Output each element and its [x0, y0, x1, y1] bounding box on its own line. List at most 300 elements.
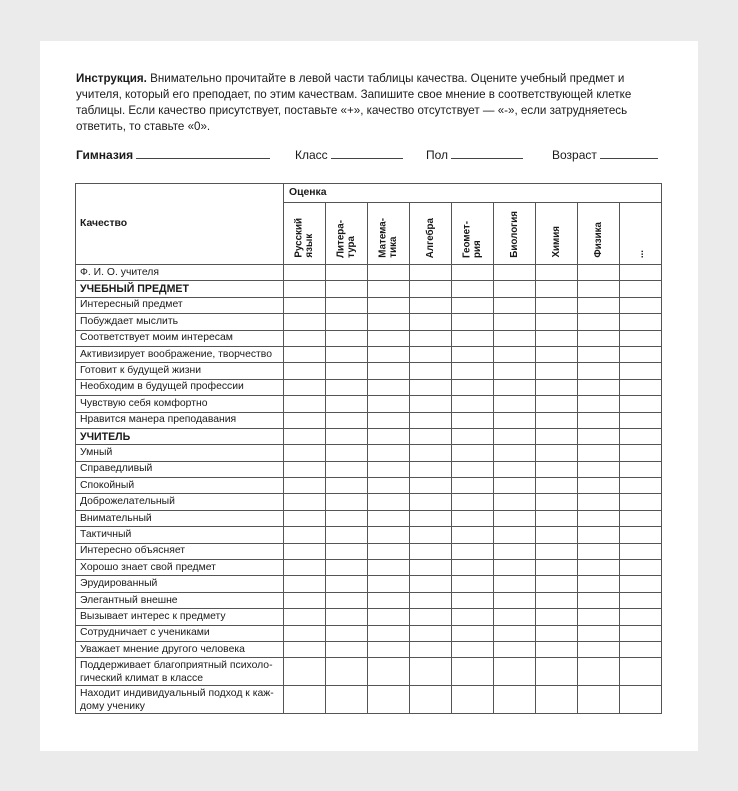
rating-cell[interactable]	[494, 379, 536, 395]
teacher-name-row	[76, 265, 662, 281]
rating-cell[interactable]	[494, 609, 536, 625]
rating-cell[interactable]	[620, 461, 662, 477]
gender-field[interactable]	[426, 146, 523, 162]
rating-cell[interactable]	[326, 543, 368, 559]
rating-cell[interactable]	[368, 330, 410, 346]
class-blank[interactable]	[331, 146, 403, 159]
rating-cell[interactable]	[410, 412, 452, 428]
rating-cell[interactable]	[368, 658, 410, 686]
subject-label: Химия	[550, 226, 562, 258]
rating-cell[interactable]	[536, 494, 578, 510]
rating-cell[interactable]	[284, 609, 326, 625]
subject-header-2	[368, 203, 410, 265]
teacher-quality-row-label: Доброжелательный	[76, 494, 284, 510]
rating-cell[interactable]	[578, 686, 620, 714]
subject-label: ...	[634, 249, 646, 258]
teacher-quality-row-tall	[76, 686, 662, 714]
rating-cell[interactable]	[536, 445, 578, 461]
rating-cell[interactable]	[326, 396, 368, 412]
subject-header-5	[494, 203, 536, 265]
rating-cell[interactable]	[452, 461, 494, 477]
rating-cell[interactable]	[578, 314, 620, 330]
subject-quality-row-label: Соответствует моим интересам	[76, 330, 284, 346]
rating-cell[interactable]	[578, 330, 620, 346]
rating-cell[interactable]	[410, 379, 452, 395]
rating-cell[interactable]	[578, 641, 620, 657]
subject-quality-row-label: Готовит к будущей жизни	[76, 363, 284, 379]
gender-label: Пол	[426, 148, 449, 162]
rating-cell[interactable]	[284, 478, 326, 494]
teacher-quality-row-label: Справедливый	[76, 461, 284, 477]
subject-quality-row-label: Побуждает мыслить	[76, 314, 284, 330]
rating-cell[interactable]	[410, 592, 452, 608]
rating-cell[interactable]	[326, 297, 368, 313]
rating-cell[interactable]	[578, 527, 620, 543]
teacher-quality-row-label: Хорошо знает свой предмет	[76, 560, 284, 576]
rating-cell[interactable]	[452, 478, 494, 494]
rating-cell[interactable]	[368, 346, 410, 362]
rating-cell[interactable]	[620, 412, 662, 428]
rating-cell[interactable]	[620, 625, 662, 641]
rating-cell[interactable]	[536, 609, 578, 625]
rating-cell[interactable]	[578, 478, 620, 494]
rating-cell[interactable]	[410, 265, 452, 281]
rating-cell[interactable]	[536, 412, 578, 428]
subject-quality-row-label: Необходим в будущей профессии	[76, 379, 284, 395]
subject-header-6	[536, 203, 578, 265]
rating-cell[interactable]	[536, 330, 578, 346]
subject-label: Алгебра	[424, 217, 436, 258]
rating-cell[interactable]	[452, 396, 494, 412]
rating-cell[interactable]	[284, 445, 326, 461]
rating-cell[interactable]	[452, 346, 494, 362]
rating-cell[interactable]	[452, 314, 494, 330]
teacher-name-row-label: Ф. И. О. учителя	[76, 265, 284, 281]
rating-cell[interactable]	[494, 543, 536, 559]
rating-cell[interactable]	[410, 281, 452, 297]
rating-cell[interactable]	[452, 494, 494, 510]
subject-quality-row-label: Нравится манера преподавания	[76, 412, 284, 428]
rating-cell[interactable]	[452, 330, 494, 346]
rating-cell[interactable]	[284, 658, 326, 686]
rating-cell[interactable]	[536, 576, 578, 592]
rating-cell[interactable]	[620, 641, 662, 657]
rating-cell[interactable]	[620, 363, 662, 379]
rating-cell[interactable]	[326, 445, 368, 461]
rating-cell[interactable]	[284, 297, 326, 313]
table-header-row	[76, 184, 662, 203]
rating-cell[interactable]	[578, 412, 620, 428]
rating-cell[interactable]	[620, 314, 662, 330]
teacher-quality-row-tall-label: Находит индивидуальный подход к каж- дому ученику	[76, 686, 284, 714]
teacher-quality-row-label: Умный	[76, 445, 284, 461]
rating-cell[interactable]	[410, 625, 452, 641]
rating-cell[interactable]	[536, 346, 578, 362]
rating-cell[interactable]	[368, 363, 410, 379]
rating-cell[interactable]	[284, 461, 326, 477]
teacher-quality-row	[76, 478, 662, 494]
rating-cell[interactable]	[620, 346, 662, 362]
rating-cell[interactable]	[494, 494, 536, 510]
rating-cell[interactable]	[284, 510, 326, 526]
rating-cell[interactable]	[410, 576, 452, 592]
rating-cell[interactable]	[326, 560, 368, 576]
rating-cell[interactable]	[410, 396, 452, 412]
rating-cell[interactable]	[536, 527, 578, 543]
rating-cell[interactable]	[536, 314, 578, 330]
rating-cell[interactable]	[452, 510, 494, 526]
rating-cell[interactable]	[452, 592, 494, 608]
rating-cell[interactable]	[578, 658, 620, 686]
rating-cell[interactable]	[494, 510, 536, 526]
rating-cell[interactable]	[620, 478, 662, 494]
teacher-quality-row-label: Интересно объясняет	[76, 543, 284, 559]
rating-cell[interactable]	[620, 281, 662, 297]
rating-cell[interactable]	[452, 686, 494, 714]
rating-cell[interactable]	[326, 265, 368, 281]
rating-cell[interactable]	[368, 265, 410, 281]
subject-quality-row	[76, 297, 662, 313]
rating-cell[interactable]	[536, 265, 578, 281]
rating-cell[interactable]	[368, 686, 410, 714]
rating-cell[interactable]	[536, 592, 578, 608]
subject-quality-row-label: Чувствую себя комфортно	[76, 396, 284, 412]
rating-cell[interactable]	[452, 428, 494, 444]
rating-cell[interactable]	[326, 281, 368, 297]
teacher-quality-row-label: Спокойный	[76, 478, 284, 494]
rating-cell[interactable]	[326, 494, 368, 510]
rating-cell[interactable]	[368, 543, 410, 559]
rating-cell[interactable]	[410, 297, 452, 313]
rating-cell[interactable]	[368, 641, 410, 657]
rating-cell[interactable]	[536, 543, 578, 559]
rating-cell[interactable]	[578, 461, 620, 477]
subject-quality-row	[76, 396, 662, 412]
teacher-quality-row	[76, 641, 662, 657]
rating-cell[interactable]	[578, 625, 620, 641]
subject-label: Матема- тика	[377, 218, 399, 258]
rating-cell[interactable]	[410, 641, 452, 657]
rating-cell[interactable]	[620, 445, 662, 461]
subject-header-7	[578, 203, 620, 265]
rating-cell[interactable]	[368, 494, 410, 510]
rating-cell[interactable]	[368, 314, 410, 330]
rating-cell[interactable]	[578, 428, 620, 444]
rating-cell[interactable]	[494, 297, 536, 313]
section-subject-row	[76, 281, 662, 297]
rating-cell[interactable]	[284, 396, 326, 412]
rating-cell[interactable]	[452, 543, 494, 559]
rating-cell[interactable]	[452, 560, 494, 576]
rating-cell[interactable]	[410, 314, 452, 330]
rating-cell[interactable]	[452, 445, 494, 461]
rating-cell[interactable]	[410, 510, 452, 526]
rating-cell[interactable]	[410, 527, 452, 543]
rating-cell[interactable]	[410, 445, 452, 461]
rating-cell[interactable]	[578, 346, 620, 362]
rating-cell[interactable]	[578, 297, 620, 313]
rating-cell[interactable]	[536, 510, 578, 526]
gymnasium-blank[interactable]	[136, 146, 270, 159]
rating-cell[interactable]	[578, 396, 620, 412]
rating-cell[interactable]	[494, 625, 536, 641]
rating-cell[interactable]	[620, 576, 662, 592]
teacher-quality-row-tall-label: Поддерживает благоприятный психоло- гический климат в классе	[76, 658, 284, 686]
rating-cell[interactable]	[284, 494, 326, 510]
rating-cell[interactable]	[368, 396, 410, 412]
rating-cell[interactable]	[368, 445, 410, 461]
rating-cell[interactable]	[536, 396, 578, 412]
rating-cell[interactable]	[326, 510, 368, 526]
age-label: Возраст	[552, 148, 597, 162]
rating-cell[interactable]	[536, 428, 578, 444]
rating-cell[interactable]	[452, 641, 494, 657]
teacher-quality-row	[76, 543, 662, 559]
rating-cell[interactable]	[410, 330, 452, 346]
rating-cell[interactable]	[578, 445, 620, 461]
rating-cell[interactable]	[536, 363, 578, 379]
rating-cell[interactable]	[284, 592, 326, 608]
rating-cell[interactable]	[536, 658, 578, 686]
rating-cell[interactable]	[452, 379, 494, 395]
rating-cell[interactable]	[578, 609, 620, 625]
rating-cell[interactable]	[410, 609, 452, 625]
rating-cell[interactable]	[536, 478, 578, 494]
rating-cell[interactable]	[536, 641, 578, 657]
rating-cell[interactable]	[620, 510, 662, 526]
rating-cell[interactable]	[326, 527, 368, 543]
rating-cell[interactable]	[578, 363, 620, 379]
rating-cell[interactable]	[410, 494, 452, 510]
rating-cell[interactable]	[578, 560, 620, 576]
rating-cell[interactable]	[284, 527, 326, 543]
rating-cell[interactable]	[368, 461, 410, 477]
subject-label: Литера- тура	[335, 220, 357, 258]
rating-cell[interactable]	[410, 363, 452, 379]
rating-cell[interactable]	[452, 609, 494, 625]
section-subject-row-label: УЧЕБНЫЙ ПРЕДМЕТ	[76, 281, 284, 297]
rating-cell[interactable]	[326, 314, 368, 330]
rating-cell[interactable]	[536, 379, 578, 395]
rating-cell[interactable]	[368, 576, 410, 592]
rating-cell[interactable]	[494, 478, 536, 494]
rating-cell[interactable]	[578, 265, 620, 281]
rating-cell[interactable]	[536, 281, 578, 297]
subject-label: Геомет- рия	[461, 221, 483, 258]
rating-cell[interactable]	[284, 428, 326, 444]
rating-cell[interactable]	[368, 592, 410, 608]
rating-cell[interactable]	[494, 576, 536, 592]
section-teacher-row-label: УЧИТЕЛЬ	[76, 428, 284, 444]
rating-cell[interactable]	[494, 641, 536, 657]
rating-cell[interactable]	[452, 363, 494, 379]
rating-cell[interactable]	[536, 686, 578, 714]
rating-cell[interactable]	[326, 641, 368, 657]
rating-cell[interactable]	[494, 363, 536, 379]
section-teacher-row	[76, 428, 662, 444]
class-field[interactable]	[295, 146, 403, 162]
rating-cell[interactable]	[368, 412, 410, 428]
rating-cell[interactable]	[494, 281, 536, 297]
rating-cell[interactable]	[368, 625, 410, 641]
subject-header-3	[410, 203, 452, 265]
rating-cell[interactable]	[452, 658, 494, 686]
teacher-quality-row	[76, 625, 662, 641]
class-label: Класс	[295, 148, 328, 162]
rating-cell[interactable]	[284, 330, 326, 346]
subject-quality-row	[76, 379, 662, 395]
rating-cell[interactable]	[578, 510, 620, 526]
teacher-quality-row	[76, 592, 662, 608]
rating-cell[interactable]	[452, 281, 494, 297]
rating-cell[interactable]	[494, 396, 536, 412]
gender-blank[interactable]	[451, 146, 523, 159]
rating-cell[interactable]	[536, 297, 578, 313]
rating-cell[interactable]	[620, 428, 662, 444]
teacher-quality-row	[76, 609, 662, 625]
teacher-quality-row-label: Уважает мнение другого человека	[76, 641, 284, 657]
rating-cell[interactable]	[620, 560, 662, 576]
rating-cell[interactable]	[494, 330, 536, 346]
rating-cell[interactable]	[368, 510, 410, 526]
subject-quality-row	[76, 346, 662, 362]
rating-cell[interactable]	[326, 346, 368, 362]
rating-cell[interactable]	[326, 363, 368, 379]
rating-cell[interactable]	[284, 281, 326, 297]
rating-cell[interactable]	[368, 379, 410, 395]
rating-cell[interactable]	[284, 576, 326, 592]
subject-quality-row-label: Активизирует воображение, творчество	[76, 346, 284, 362]
rating-cell[interactable]	[578, 576, 620, 592]
rating-cell[interactable]	[620, 330, 662, 346]
rating-cell[interactable]	[578, 543, 620, 559]
rating-cell[interactable]	[452, 527, 494, 543]
rating-cell[interactable]	[368, 281, 410, 297]
rating-cell[interactable]	[326, 658, 368, 686]
rating-cell[interactable]	[326, 592, 368, 608]
teacher-quality-row-label: Эрудированный	[76, 576, 284, 592]
rating-cell[interactable]	[284, 560, 326, 576]
rating-cell[interactable]	[494, 265, 536, 281]
rating-cell[interactable]	[536, 560, 578, 576]
age-blank[interactable]	[600, 146, 658, 159]
rating-cell[interactable]	[410, 428, 452, 444]
rating-cell[interactable]	[578, 379, 620, 395]
rating-cell[interactable]	[620, 527, 662, 543]
gymnasium-field[interactable]	[76, 146, 270, 162]
rating-cell[interactable]	[368, 297, 410, 313]
rating-cell[interactable]	[284, 379, 326, 395]
rating-cell[interactable]	[284, 265, 326, 281]
rating-cell[interactable]	[326, 625, 368, 641]
rating-cell[interactable]	[326, 330, 368, 346]
rating-cell[interactable]	[326, 609, 368, 625]
rating-cell[interactable]	[620, 494, 662, 510]
rating-cell[interactable]	[284, 346, 326, 362]
rating-cell[interactable]	[326, 461, 368, 477]
rating-cell[interactable]	[578, 281, 620, 297]
rating-cell[interactable]	[494, 346, 536, 362]
gymnasium-label: Гимназия	[76, 148, 134, 162]
rating-cell[interactable]	[578, 592, 620, 608]
subject-label: Русский язык	[293, 218, 315, 258]
rating-cell[interactable]	[452, 297, 494, 313]
rating-cell[interactable]	[410, 461, 452, 477]
subject-quality-row	[76, 314, 662, 330]
rating-cell[interactable]	[620, 592, 662, 608]
rating-cell[interactable]	[410, 543, 452, 559]
rating-cell[interactable]	[452, 265, 494, 281]
rating-cell[interactable]	[620, 396, 662, 412]
rating-cell[interactable]	[284, 625, 326, 641]
rating-cell[interactable]	[284, 363, 326, 379]
rating-cell[interactable]	[326, 428, 368, 444]
rating-cell[interactable]	[620, 686, 662, 714]
rating-cell[interactable]	[326, 478, 368, 494]
rating-cell[interactable]	[620, 658, 662, 686]
rating-cell[interactable]	[368, 527, 410, 543]
rating-cell[interactable]	[494, 461, 536, 477]
rating-cell[interactable]	[284, 543, 326, 559]
subject-header-8	[620, 203, 662, 265]
rating-cell[interactable]	[368, 478, 410, 494]
instruction-lead: Инструкция.	[76, 72, 147, 85]
rating-cell[interactable]	[410, 346, 452, 362]
rating-cell[interactable]	[536, 625, 578, 641]
rating-cell[interactable]	[410, 658, 452, 686]
rating-cell[interactable]	[284, 641, 326, 657]
rating-cell[interactable]	[494, 592, 536, 608]
rating-cell[interactable]	[452, 625, 494, 641]
rating-cell[interactable]	[452, 576, 494, 592]
rating-cell[interactable]	[536, 461, 578, 477]
rating-cell[interactable]	[452, 412, 494, 428]
rating-cell[interactable]	[368, 428, 410, 444]
rating-cell[interactable]	[620, 543, 662, 559]
rating-cell[interactable]	[494, 314, 536, 330]
rating-cell[interactable]	[410, 478, 452, 494]
rating-cell[interactable]	[410, 560, 452, 576]
rating-cell[interactable]	[620, 609, 662, 625]
rating-cell[interactable]	[494, 686, 536, 714]
rating-cell[interactable]	[284, 412, 326, 428]
rating-cell[interactable]	[494, 428, 536, 444]
rating-cell[interactable]	[578, 494, 620, 510]
rating-cell[interactable]	[620, 297, 662, 313]
rating-cell[interactable]	[326, 576, 368, 592]
questionnaire-sheet	[40, 41, 698, 751]
rating-cell[interactable]	[494, 560, 536, 576]
rating-cell[interactable]	[326, 686, 368, 714]
rating-cell[interactable]	[326, 412, 368, 428]
rating-cell[interactable]	[494, 445, 536, 461]
teacher-quality-row-label: Сотрудничает с учениками	[76, 625, 284, 641]
rating-cell[interactable]	[368, 609, 410, 625]
rating-cell[interactable]	[410, 686, 452, 714]
rating-cell[interactable]	[494, 412, 536, 428]
rating-cell[interactable]	[494, 658, 536, 686]
rating-cell[interactable]	[620, 379, 662, 395]
age-field[interactable]	[552, 146, 658, 162]
rating-cell[interactable]	[284, 314, 326, 330]
rating-cell[interactable]	[620, 265, 662, 281]
teacher-quality-row-label: Внимательный	[76, 510, 284, 526]
rating-cell[interactable]	[284, 686, 326, 714]
rating-cell[interactable]	[326, 379, 368, 395]
rating-cell[interactable]	[494, 527, 536, 543]
respondent-fields	[76, 146, 666, 164]
rating-cell[interactable]	[368, 560, 410, 576]
